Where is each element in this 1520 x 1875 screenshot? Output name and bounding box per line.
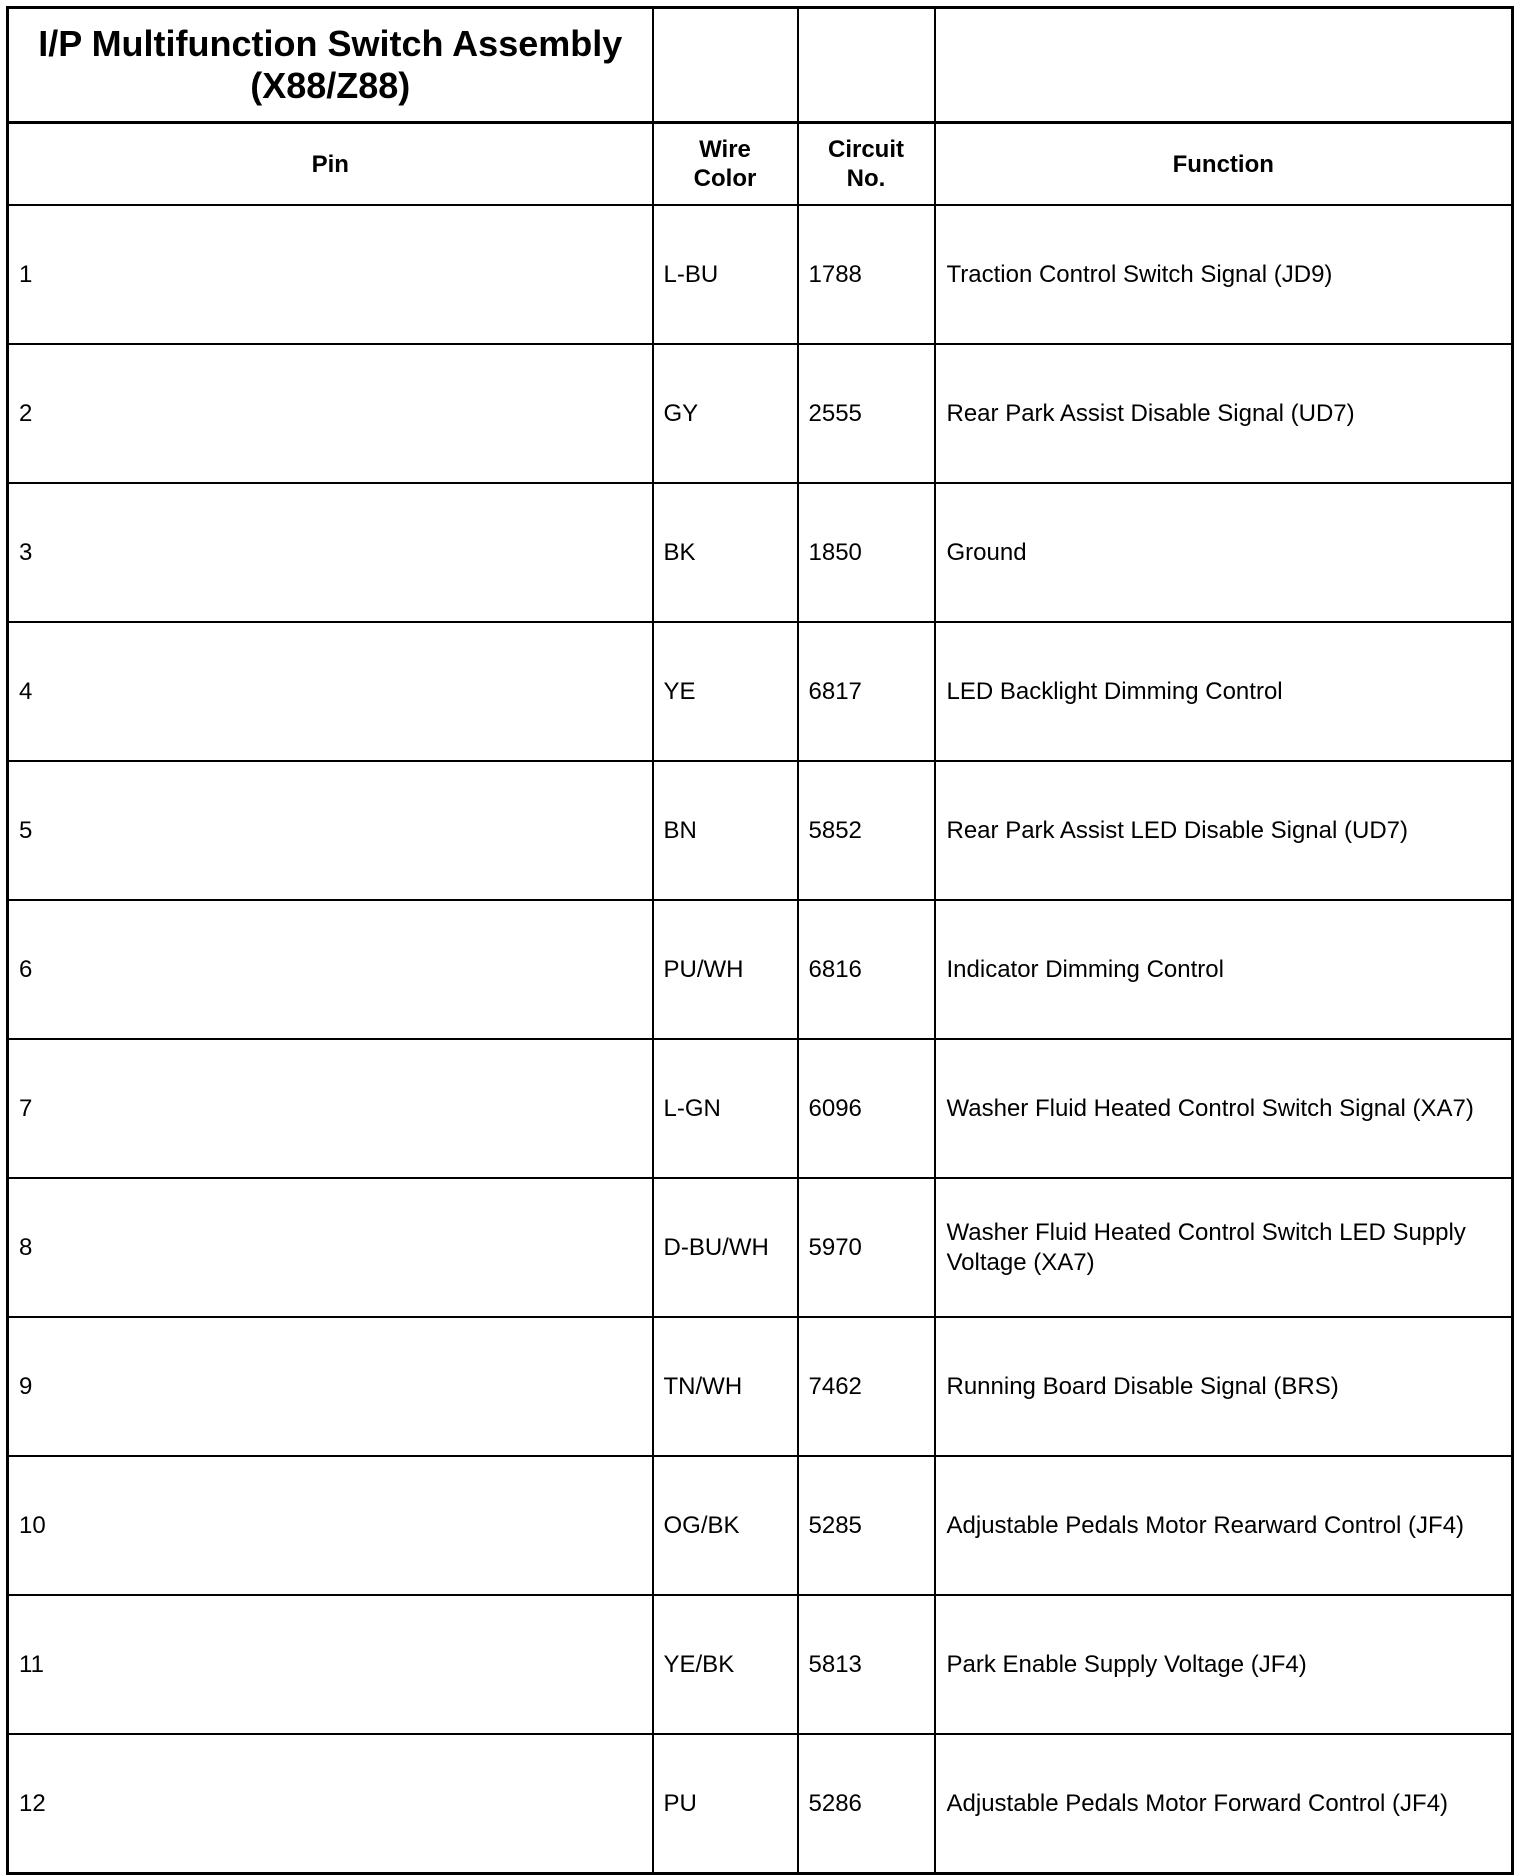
- header-wire-color: Wire Color: [653, 123, 798, 206]
- table-row: [8, 344, 1513, 483]
- pin-cell: 7: [8, 1039, 653, 1178]
- circuit-cell: 6096: [798, 1039, 935, 1178]
- pin-cell: 8: [8, 1178, 653, 1317]
- table-row: [8, 1039, 1513, 1178]
- circuit-cell: 1850: [798, 483, 935, 622]
- wire-color-cell: BK: [653, 483, 798, 622]
- header-function: Function: [935, 123, 1513, 206]
- header-pin: Pin: [8, 123, 653, 206]
- wire-color-cell: PU: [653, 1734, 798, 1874]
- wire-color-cell: YE: [653, 622, 798, 761]
- pin-cell: 11: [8, 1595, 653, 1734]
- pin-cell: 10: [8, 1456, 653, 1595]
- header-circuit-no: Circuit No.: [798, 123, 935, 206]
- circuit-cell: 5285: [798, 1456, 935, 1595]
- function-cell: Washer Fluid Heated Control Switch LED Supply Voltage (XA7): [935, 1178, 1513, 1317]
- title-line-2: (X88/Z88): [250, 65, 411, 106]
- table-row: [8, 1178, 1513, 1317]
- function-cell: Adjustable Pedals Motor Forward Control (JF4): [935, 1734, 1513, 1874]
- table-row: [8, 483, 1513, 622]
- function-cell: Washer Fluid Heated Control Switch Signal (XA7): [935, 1039, 1513, 1178]
- pin-cell: 6: [8, 900, 653, 1039]
- circuit-cell: 2555: [798, 344, 935, 483]
- wire-color-cell: L-BU: [653, 205, 798, 344]
- table-row: [8, 761, 1513, 900]
- circuit-cell: 6817: [798, 622, 935, 761]
- pin-cell: 9: [8, 1317, 653, 1456]
- table-title: [8, 8, 653, 123]
- title-blank-cell: [935, 8, 1513, 123]
- header-row: [8, 123, 1513, 206]
- table-row: [8, 622, 1513, 761]
- function-cell: Park Enable Supply Voltage (JF4): [935, 1595, 1513, 1734]
- circuit-cell: 5813: [798, 1595, 935, 1734]
- wire-color-cell: L-GN: [653, 1039, 798, 1178]
- pin-cell: 1: [8, 205, 653, 344]
- circuit-cell: 5970: [798, 1178, 935, 1317]
- table-row: [8, 1734, 1513, 1874]
- title-line-1: I/P Multifunction Switch Assembly: [38, 23, 623, 64]
- pinout-table: [6, 6, 1514, 1875]
- function-cell: Ground: [935, 483, 1513, 622]
- pin-cell: 2: [8, 344, 653, 483]
- wire-color-cell: D-BU/WH: [653, 1178, 798, 1317]
- wire-color-cell: OG/BK: [653, 1456, 798, 1595]
- function-cell: Indicator Dimming Control: [935, 900, 1513, 1039]
- title-blank-cell: [798, 8, 935, 123]
- wire-color-cell: PU/WH: [653, 900, 798, 1039]
- table-row: [8, 205, 1513, 344]
- pin-cell: 3: [8, 483, 653, 622]
- function-cell: Running Board Disable Signal (BRS): [935, 1317, 1513, 1456]
- table-row: [8, 1317, 1513, 1456]
- function-cell: Adjustable Pedals Motor Rearward Control (JF4): [935, 1456, 1513, 1595]
- circuit-cell: 5286: [798, 1734, 935, 1874]
- circuit-cell: 5852: [798, 761, 935, 900]
- circuit-cell: 6816: [798, 900, 935, 1039]
- pin-cell: 5: [8, 761, 653, 900]
- pin-cell: 12: [8, 1734, 653, 1874]
- wire-color-cell: BN: [653, 761, 798, 900]
- pin-cell: 4: [8, 622, 653, 761]
- title-blank-cell: [653, 8, 798, 123]
- circuit-cell: 7462: [798, 1317, 935, 1456]
- title-row: [8, 8, 1513, 123]
- function-cell: Traction Control Switch Signal (JD9): [935, 205, 1513, 344]
- wire-color-cell: GY: [653, 344, 798, 483]
- table-row: [8, 900, 1513, 1039]
- wire-color-cell: TN/WH: [653, 1317, 798, 1456]
- circuit-cell: 1788: [798, 205, 935, 344]
- table-row: [8, 1595, 1513, 1734]
- wire-color-cell: YE/BK: [653, 1595, 798, 1734]
- function-cell: LED Backlight Dimming Control: [935, 622, 1513, 761]
- function-cell: Rear Park Assist Disable Signal (UD7): [935, 344, 1513, 483]
- function-cell: Rear Park Assist LED Disable Signal (UD7): [935, 761, 1513, 900]
- table-row: [8, 1456, 1513, 1595]
